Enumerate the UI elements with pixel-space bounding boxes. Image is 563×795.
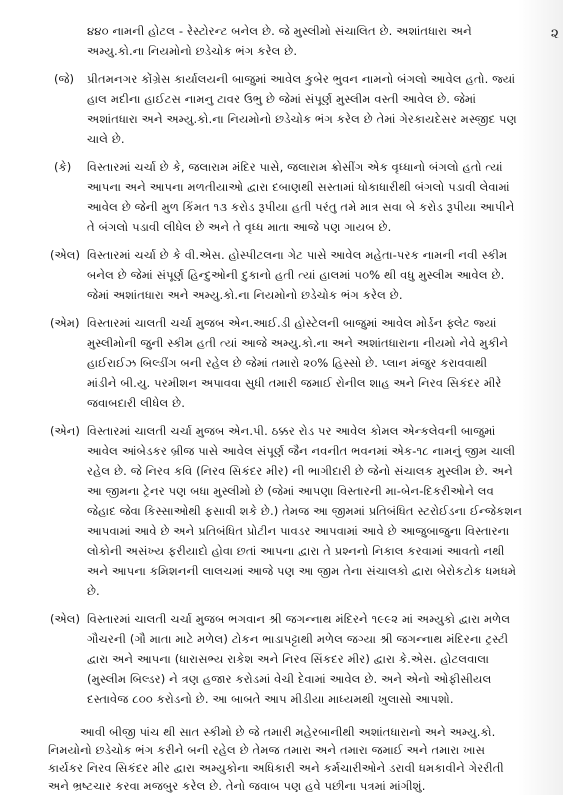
- section-el2-line-3: દ્વારા અને આપના (ધારાસભ્ય રાકેશ અને નિરવ સિંકદર મીર) દ્વારા કે.એસ. હોટલવાલા: [87, 652, 490, 666]
- section-em-line-1: વિસ્તારમાં ચાલતી ચર્ચા મુજબ એન.આઈ.ડી હોસ્ટેલની બાજુમાં આવેલ મોર્ડન ફ્લેટ જ્યાં: [87, 316, 497, 330]
- section-en-line-7: લોકોની અસંખ્ય ફરીયાદો હોવા છતાં આપના દ્વારા તે પ્રશ્નનો નિકાલ કરવામાં આવતો નથી: [87, 544, 505, 558]
- section-ke-line-2: આપના અને આપના મળતીયાઓ દ્વારા દબાણથી સસ્તામાં ધોકાધારીથી બંગલો પડાવી લેવામાં: [87, 180, 510, 194]
- intro-line-2: અમ્યુ.કો.ના નિયમોનો છડેચોક ભંગ કરેલ છે.: [87, 44, 298, 58]
- section-el2-line-1: વિસ્તારમાં ચાલતી ચર્ચા મુજબ ભગવાન શ્રી જગન્નાથ મંદિરને ૧૯૯૨ માં અમ્યુકો દ્વારા મળેલ: [87, 612, 511, 626]
- section-em-line-4: માંડીને બી.યુ. પરમીશન અપાવવા સુધી તમારી જમાઈ રોનીલ શાહ અને નિરવ સિકંદર મીરે: [87, 376, 502, 390]
- closing-line-1: આવી બીજી પાંચ થી સાત સ્કીમો છે જે તમારી મહેરબાનીથી અશાંતધારાનો અને અમ્યુ.કો.: [80, 725, 496, 739]
- section-el2-line-2: ગૌચરની (ગૌ માતા માટે મળેલ) ટોકન ભાડાપટ્ટાથી મળેલ જગ્યા શ્રી જગન્નાથ મંદિરના ટ્રસ્ટી: [87, 632, 509, 646]
- section-en-line-6: આપવામાં આવે છે અને પ્રતિબંધિત પ્રોટીન પાવડર આપવામાં આવે છે આજુબાજુના વિસ્તારના: [87, 524, 510, 538]
- section-label-el-1: (એલ): [50, 248, 81, 262]
- section-em-line-2: મુસ્લીમોની જુની સ્કીમ હતી ત્યાં આજે અમ્યુ.કો.ના અને અશાંતધારાના નીયમો નેવે મુકીને: [87, 336, 509, 350]
- section-label-em: (એમ): [50, 316, 80, 330]
- section-je-line-1: પ્રીતમનગર કોંગ્રેસ કાર્યાલયની બાજુમાં આવેલ કુબેર ભુવન નામનો બંગલો આવેલ હતો. જ્યાં: [87, 72, 516, 86]
- section-en-line-3: રહેલ છે. જે નિરવ કવિ (નિરવ સિકંદર મીર) ની ભાગીદારી છે જેનો સંચાલક મુસ્લીમ છે. અને: [87, 464, 513, 478]
- section-je-line-2: હાલ મદીના હાઈટસ નામનુ ટાવર ઉભુ છે જેમાં સંપૂર્ણ મુસ્લીમ વસ્તી આવેલ છે. જેમાં: [87, 92, 477, 106]
- section-je-line-4: ચાલે છે.: [87, 132, 125, 146]
- section-je-line-3: અશાંતધારા અને અમ્યુ.કો.ના નિયમોનો છડેચોક ભંગ કરેલ છે તેમાં ગેરકાયદેસર મસ્જીદ પણ: [87, 112, 517, 126]
- section-el2-line-5: દસ્તાવેજ ૮૦૦ કરોડનો છે. આ બાબતે આપ મીડીયા માધ્યમથી ખુલાસો આપશો.: [87, 692, 454, 706]
- section-en-line-8: અને આપના કમિશનની લાલચમાં આજે પણ આ જીમ તેના સંચાલકો દ્વારા બેરોકટોક ધમધમે: [87, 564, 517, 578]
- section-el-line-2: બનેલ છે જેમાં સંપૂર્ણ હિન્દુઓની દુકાનો હતી ત્યાં હાલમાં ૫૦% થી વધુ મુસ્લીમ આવેલ છે.: [87, 268, 505, 282]
- section-label-je: (જે): [54, 72, 75, 86]
- section-ke-line-4: તે બંગલો પડાવી લીધેલ છે અને તે વૃધ્ધ માતા આજે પણ ગાયબ છે.: [87, 220, 392, 234]
- section-ke-line-3: આવેલ છે જેની મુળ કિંમત ૧૩ કરોડ રૂપીયા હતી પરંતુ તમે માત્ર સવા બે કરોડ રૂપીયા આપીને: [87, 200, 515, 214]
- section-label-ke: (કે): [54, 160, 72, 174]
- section-el-line-3: જેમાં અશાંતધારા અને અમ્યુ.કો.ના નિયમોનો છડેચોક ભંગ કરેલ છે.: [87, 288, 403, 302]
- section-label-el-2: (એલ): [50, 612, 81, 626]
- page-edge-mark: ૨: [550, 26, 559, 42]
- intro-line-1: ૪૪૦ નામની હોટલ - રેસ્ટોરન્ટ બનેલ છે. જે મુસ્લીમો સંચાલિત છે. અશાંતધારા અને: [87, 24, 472, 38]
- section-en-line-1: વિસ્તારમાં ચાલતી ચર્ચા મુજબ એન.પી. ઠક્કર રોડ પર આવેલ કોમલ એન્કલેવની બાજુમાં: [87, 424, 496, 438]
- section-em-line-5: જવાબદારી લીધેલ છે.: [87, 396, 185, 410]
- section-en-line-5: જેહાદ જેવા કિસ્સાઓથી ફસાવી શકે છે.) તેમજ આ જીમમાં પ્રતિબંધિત સ્ટરોઈડના ઈન્જેકશન: [87, 504, 523, 518]
- section-en-line-2: આવેલ આંબેડકર બ્રીજ પાસે આવેલ સંપૂર્ણ જૈન નવનીત ભવનમાં એક-૧૮ નામનું જીમ ચાલી: [87, 444, 516, 458]
- section-label-en: (એન): [50, 424, 80, 438]
- closing-line-2: નિમયોનો છડેચોક ભંગ કરીને બની રહેલ છે તેમજ તમારા અને તમારા જમાઈ અને તમારા ખાસ: [48, 743, 486, 757]
- section-el2-line-4: (મુસ્લીમ બિલ્ડર) ને ત્રણ હજાર કરોડમાં વેચી દેવામાં આવેલ છે. અને એનો ઓફીસીયલ: [87, 672, 492, 686]
- section-em-line-3: હાઈરાઈઝ બિલ્ડીંગ બની રહેલ છે જેમાં તમારો ૨૦% હિસ્સો છે. પ્લાન મંજુર કરાવવાથી: [87, 356, 488, 370]
- section-ke-line-1: વિસ્તારમાં ચર્ચા છે કે, જલારામ મંદિર પાસે, જલારામ ક્રોસીંગ એક વૃધ્ધાનો બંગલો હતો ત્યાં: [87, 160, 503, 174]
- section-en-line-4: આ જીમના ટ્રેનર પણ બધા મુસ્લીમો છે (જેમાં આપણા વિસ્તારની મા-બેન-દિકરીઓને લવ: [87, 484, 494, 498]
- section-en-line-9: છે.: [87, 584, 100, 598]
- closing-line-4: અને ભ્રષ્ટચાર કરવા મજબુર કરેલ છે. તેનો જવાબ પણ હવે પછીના પત્રમાં માંગીશું.: [48, 779, 426, 793]
- closing-line-3: કાર્યકર નિરવ સિકંદર મીર દ્વારા અમ્યુકોના અધિકારી અને કર્મચારીઓને ડરાવી ધમકાવીને ગેરરીતી: [48, 761, 504, 775]
- section-el-line-1: વિસ્તારમાં ચર્ચા છે કે વી.એસ. હોસ્પીટલના ગેટ પાસે આવેલ મહેતા-પરક નામની નવી સ્કીમ: [87, 248, 508, 262]
